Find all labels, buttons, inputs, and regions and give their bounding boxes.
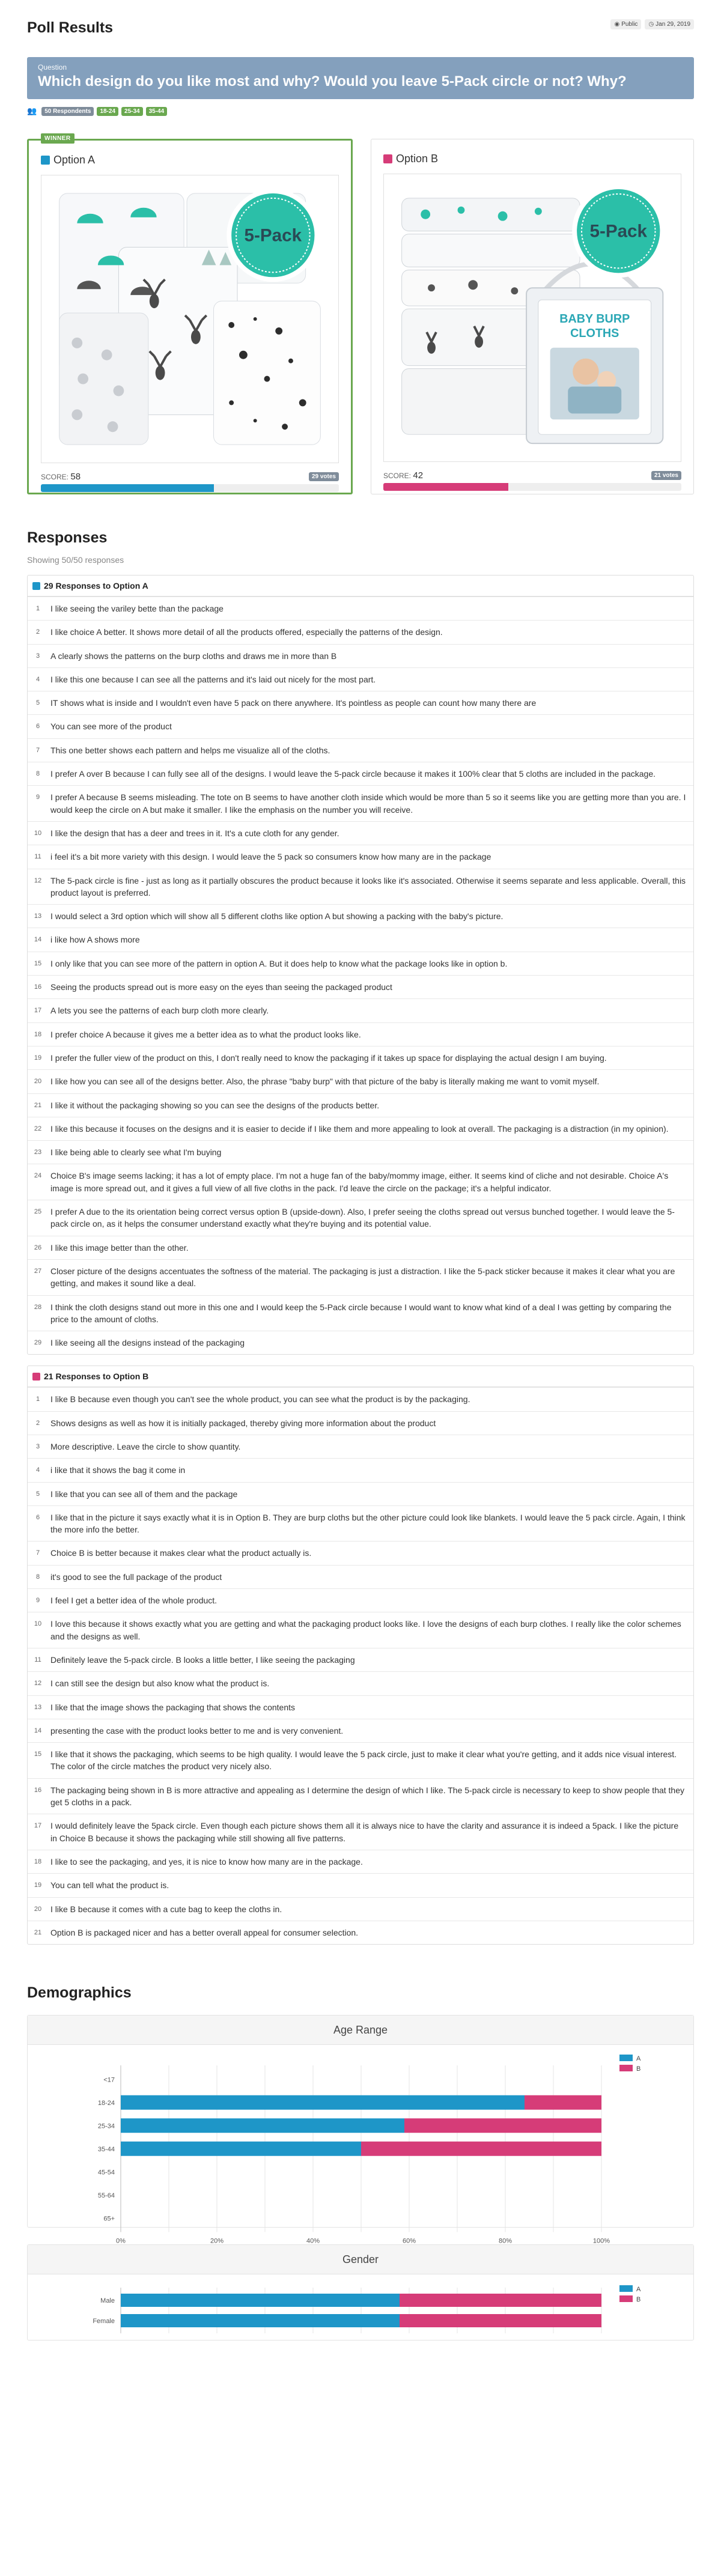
response-number: 22 xyxy=(34,1125,42,1132)
a-response-row xyxy=(28,1022,693,1046)
legend-label: A xyxy=(636,2055,641,2063)
option-a-card xyxy=(27,135,353,494)
age-range-chart-title: Age Range xyxy=(28,2016,693,2045)
x-tick-label: 60% xyxy=(402,2237,416,2245)
b-response-row xyxy=(28,1742,693,1778)
a-response-row xyxy=(28,1200,693,1236)
date-badge xyxy=(645,19,694,29)
response-number: 21 xyxy=(34,1928,42,1936)
a-response-row xyxy=(28,928,693,951)
response-text: presenting the case with the product looks better to me and is very convenient. xyxy=(50,1725,344,1736)
eye-icon: ◉ xyxy=(614,21,620,28)
meta-badges xyxy=(610,19,694,29)
response-number: 11 xyxy=(34,853,41,861)
response-text: I like this image better than the other. xyxy=(50,1242,189,1253)
response-text: I like being able to clearly see what I'm buying xyxy=(50,1147,222,1158)
option-a-votes: 29 votes xyxy=(309,472,339,481)
b-response-row xyxy=(28,1505,693,1542)
response-number: 14 xyxy=(34,936,42,944)
option-a-score xyxy=(41,472,81,482)
response-text: I like B because even though you can't see the whole product, you can see what the product is by the packaging. xyxy=(50,1394,470,1405)
visibility-badge xyxy=(610,19,641,29)
response-number: 20 xyxy=(34,1078,42,1086)
bar-a xyxy=(121,2314,400,2327)
response-text: I like seeing all the designs instead of the packaging xyxy=(50,1338,245,1348)
respondents-badge: 50 Respondents xyxy=(41,107,94,116)
response-number: 12 xyxy=(34,876,42,884)
response-text: Closer picture of the designs accentuates the softness of the material. The packaging is just a distraction. I like the 5-pack sticker because it makes it clear what you are getting, and makes it sound like a deal. xyxy=(50,1266,675,1289)
a-response-row xyxy=(28,597,693,620)
responses-option-a xyxy=(27,575,694,1355)
b-response-row xyxy=(28,1814,693,1850)
response-text: You can tell what the product is. xyxy=(50,1880,169,1891)
score-label: SCORE: xyxy=(383,472,412,480)
option-a-illustration xyxy=(41,175,338,463)
a-response-row xyxy=(28,738,693,762)
option-b-score-bar xyxy=(383,483,681,491)
option-b-swatch xyxy=(383,154,392,163)
response-text: I like that you can see all of them and the package xyxy=(50,1489,238,1499)
response-text: I would select a 3rd option which will show all 5 different cloths like option A but showing a packing with the baby's picture. xyxy=(50,911,503,922)
response-number: 20 xyxy=(34,1905,42,1913)
option-a-score-bar xyxy=(41,484,339,492)
age-range-chart-card xyxy=(27,2015,694,2245)
response-number: 4 xyxy=(35,675,40,683)
gender-chart xyxy=(28,2274,693,2338)
b-response-row xyxy=(28,1897,693,1921)
b-response-row xyxy=(28,1719,693,1742)
category-label: 25-34 xyxy=(97,2122,115,2130)
age-tag: 25-34 xyxy=(121,107,143,116)
response-number: 6 xyxy=(35,723,40,731)
option-b-score-row xyxy=(383,470,681,481)
a-response-row xyxy=(28,785,693,821)
response-number: 10 xyxy=(34,829,42,837)
response-text: I prefer A due to the its orientation being correct versus option B (upside-down). Also, I prefer seeing the cloths spread out versus bunched together. I would leave the 5-pack circle on, as it helps the consumer understand exactly what they're buying and its potential value. xyxy=(50,1207,675,1229)
x-tick-label: 20% xyxy=(210,2237,224,2245)
response-number: 8 xyxy=(35,770,40,778)
response-number: 9 xyxy=(35,794,40,801)
response-number: 23 xyxy=(34,1149,42,1156)
option-a-name: Option A xyxy=(53,154,96,166)
response-text: I love this because it shows exactly what you are getting and what the packaging product looks like. I love the designs of each burp clothes. I really like the color schemes and the designs as well. xyxy=(50,1619,681,1641)
bar-a xyxy=(121,2142,361,2156)
category-label: <17 xyxy=(103,2076,115,2084)
bar-a xyxy=(121,2118,404,2133)
a-response-row xyxy=(28,1046,693,1069)
option-a-score-row xyxy=(41,472,339,482)
legend-label: B xyxy=(636,2296,641,2304)
score-value: 42 xyxy=(413,470,424,481)
response-text: Shows designs as well as how it is initially packaged, thereby giving more information about the product xyxy=(50,1418,436,1428)
response-text: I like that the image shows the packaging that shows the contents xyxy=(50,1702,296,1712)
category-label: 35-44 xyxy=(97,2145,115,2153)
b-response-row xyxy=(28,1541,693,1564)
response-number: 4 xyxy=(35,1466,40,1474)
a-response-row xyxy=(28,1236,693,1259)
response-text: I prefer the fuller view of the product on this, I don't really need to know the packaging if it takes up space for displaying the actual design I am buying. xyxy=(50,1053,607,1063)
option-a-swatch xyxy=(32,582,40,590)
bar-a xyxy=(121,2095,525,2110)
a-response-row xyxy=(28,1117,693,1140)
responses-count: Showing 50/50 responses xyxy=(27,555,124,565)
response-number: 3 xyxy=(35,652,40,660)
b-response-row xyxy=(28,1850,693,1873)
response-text: I can still see the design but also know what the product is. xyxy=(50,1678,270,1689)
winner-tag: WINNER xyxy=(41,133,75,144)
a-response-row xyxy=(28,1140,693,1164)
a-response-row xyxy=(28,644,693,667)
option-a-score-fill xyxy=(41,484,214,492)
response-number: 5 xyxy=(35,699,40,707)
option-b-card xyxy=(371,139,694,494)
age-range-chart xyxy=(28,2045,693,2245)
option-b-score xyxy=(383,470,423,481)
b-response-row xyxy=(28,1873,693,1897)
response-text: Choice B's image seems lacking; it has a lot of empty place. I'm not a huge fan of the baby/mommy image, either. It seems kind of cliche and not desirable. Choice A's image is more spread out, and it gives a full view of all five cloths in the pack. I'd leave the circle on the package; it's a helpful indicator. xyxy=(50,1171,669,1193)
response-text: The packaging being shown in B is more attractive and appealing as I determine the design of which I like. The 5-pack circle is necessary to keep to show people that they get 5 cloths in a pack. xyxy=(50,1785,685,1808)
response-number: 16 xyxy=(34,983,42,991)
stats-row xyxy=(27,106,694,116)
category-label: 18-24 xyxy=(97,2099,115,2107)
legend-swatch-b xyxy=(619,2295,633,2302)
response-text: A lets you see the patterns of each burp cloth more clearly. xyxy=(50,1006,269,1016)
response-text: I like the design that has a deer and trees in it. It's a cute cloth for any gender. xyxy=(50,828,339,838)
options xyxy=(27,135,694,494)
response-number: 7 xyxy=(35,746,40,754)
response-number: 15 xyxy=(34,959,42,967)
responses-option-a-header xyxy=(28,576,693,597)
response-number: 14 xyxy=(34,1727,42,1734)
responses-option-a-label: 29 Responses to Option A xyxy=(44,581,148,591)
score-value: 58 xyxy=(70,472,81,482)
question-box xyxy=(27,57,694,99)
bar-b xyxy=(400,2294,601,2307)
response-number: 6 xyxy=(35,1513,40,1521)
legend-swatch-b xyxy=(619,2065,633,2071)
response-number: 26 xyxy=(34,1244,42,1251)
response-text: I like B because it comes with a cute bag to keep the cloths in. xyxy=(50,1904,282,1914)
category-label: Male xyxy=(100,2297,115,2305)
response-text: The 5-pack circle is fine - just as long as it partially obscures the product because it looks like it's associated. Otherwise it seems separate and less applicable. Overall, this product layout is preferred. xyxy=(50,875,686,898)
responses-title: Responses xyxy=(27,529,108,546)
response-text: I feel I get a better idea of the whole product. xyxy=(50,1596,218,1606)
response-number: 16 xyxy=(34,1786,42,1794)
response-text: I like that it shows the packaging, which seems to be high quality. I would leave the 5 pack circle, just to make it clear what you're getting, and it adds nice visual interest. The color of the circle matches the product very nicely also. xyxy=(50,1749,677,1772)
response-number: 2 xyxy=(35,628,40,636)
b-response-row xyxy=(28,1565,693,1588)
response-text: i feel it's a bit more variety with this design. I would leave the 5 pack so consumers know how many are in the package xyxy=(50,852,491,862)
response-number: 27 xyxy=(34,1267,42,1275)
response-number: 10 xyxy=(34,1620,42,1628)
x-tick-label: 40% xyxy=(306,2237,320,2245)
option-b-illustration xyxy=(384,174,681,461)
gender-chart-body xyxy=(28,2274,693,2340)
response-text: More descriptive. Leave the circle to show quantity. xyxy=(50,1441,241,1451)
b-response-row xyxy=(28,1648,693,1671)
option-a-header xyxy=(41,154,339,166)
response-text: I like to see the packaging, and yes, it is nice to know how many are in the package. xyxy=(50,1856,363,1867)
b-response-row xyxy=(28,1458,693,1481)
option-b-pack-badge: 5-Pack xyxy=(589,221,648,242)
category-label: 55-64 xyxy=(97,2192,115,2199)
bar-b xyxy=(404,2118,601,2133)
a-response-row xyxy=(28,1069,693,1093)
a-response-row xyxy=(28,998,693,1022)
response-number: 12 xyxy=(34,1680,42,1687)
a-response-row xyxy=(28,1259,693,1295)
b-response-row xyxy=(28,1387,693,1411)
responses-option-b xyxy=(27,1365,694,1945)
response-text: Option B is packaged nicer and has a better overall appeal for consumer selection. xyxy=(50,1927,359,1937)
bar-a xyxy=(121,2294,400,2307)
a-response-row xyxy=(28,667,693,691)
response-number: 17 xyxy=(34,1007,42,1015)
response-number: 1 xyxy=(35,1396,40,1403)
category-label: 65+ xyxy=(103,2215,115,2223)
response-text: I like choice A better. It shows more detail of all the products offered, especially the patterns of the design. xyxy=(50,627,443,637)
response-number: 5 xyxy=(35,1490,40,1498)
response-text: I prefer A because B seems misleading. The tote on B seems to have another cloth inside which would be more than 5 so it seems like you are getting more than you are. I would keep the circle on A but make it smaller. I like the emphasis on the number you will receive. xyxy=(50,792,686,815)
a-response-row xyxy=(28,904,693,928)
package-text-2: CLOTHS xyxy=(570,326,619,340)
package-text-1: BABY BURP xyxy=(559,312,630,326)
bar-b xyxy=(400,2314,601,2327)
gender-chart-card xyxy=(27,2244,694,2341)
response-number: 3 xyxy=(35,1442,40,1450)
b-response-row xyxy=(28,1921,693,1944)
b-response-row xyxy=(28,1695,693,1719)
a-response-row xyxy=(28,620,693,643)
response-text: I only like that you can see more of the pattern in option A. But it does help to know what the package looks like in option b. xyxy=(50,958,508,968)
response-number: 9 xyxy=(35,1597,40,1605)
response-number: 18 xyxy=(34,1030,42,1038)
b-response-row xyxy=(28,1588,693,1612)
response-number: 1 xyxy=(35,605,40,612)
x-tick-label: 0% xyxy=(116,2237,126,2245)
response-text: I like seeing the variley bette than the package xyxy=(50,604,224,613)
option-b-name: Option B xyxy=(396,153,439,165)
response-text: I think the cloth designs stand out more in this one and I would keep the 5-Pack circle because I would want to know what kind of a deal I was getting by comparing the price to the amount of cloths. xyxy=(50,1302,672,1324)
b-response-row xyxy=(28,1482,693,1505)
question-label: Question xyxy=(38,63,67,71)
visibility-text: Public xyxy=(621,21,638,28)
response-text: IT shows what is inside and I wouldn't even have 5 pack on there anywhere. It's pointless as people can count how many there are xyxy=(50,698,537,708)
demographics-title: Demographics xyxy=(27,1984,132,2002)
response-number: 19 xyxy=(34,1054,42,1062)
a-response-row xyxy=(28,714,693,738)
category-label: 45-54 xyxy=(97,2169,115,2177)
users-icon: 👥 xyxy=(27,106,37,115)
score-label: SCORE: xyxy=(41,473,69,481)
response-text: it's good to see the full package of the product xyxy=(50,1572,222,1582)
response-number: 21 xyxy=(34,1101,42,1109)
option-a-swatch xyxy=(41,156,50,165)
response-text: i like that it shows the bag it come in xyxy=(50,1465,186,1475)
response-number: 8 xyxy=(35,1573,40,1581)
response-text: You can see more of the product xyxy=(50,721,172,732)
response-number: 18 xyxy=(34,1858,42,1865)
date-text: Jan 29, 2019 xyxy=(656,21,690,28)
legend-label: B xyxy=(636,2065,641,2073)
legend-label: A xyxy=(636,2286,641,2294)
option-b-image xyxy=(383,174,681,462)
age-tag: 35-44 xyxy=(146,107,168,116)
question-text: Which design do you like most and why? Would you leave 5-Pack circle or not? Why? xyxy=(38,73,627,90)
b-response-row xyxy=(28,1411,693,1435)
response-text: i like how A shows more xyxy=(50,935,140,945)
responses-option-b-label: 21 Responses to Option B xyxy=(44,1372,149,1382)
response-number: 7 xyxy=(35,1549,40,1557)
response-text: This one better shows each pattern and helps me visualize all of the cloths. xyxy=(50,745,330,755)
a-response-row xyxy=(28,845,693,868)
age-tag: 18-24 xyxy=(97,107,118,116)
response-text: I prefer choice A because it gives me a better idea as to what the product looks like. xyxy=(50,1029,361,1039)
response-number: 13 xyxy=(34,1703,42,1711)
b-response-row xyxy=(28,1435,693,1458)
response-text: I prefer A over B because I can fully see all of the designs. I would leave the 5-pack circle because it makes it 100% clear that 5 cloths are included in the package. xyxy=(50,769,656,779)
option-b-votes: 21 votes xyxy=(651,471,681,480)
response-text: I like it without the packaging showing so you can see the designs of the products better. xyxy=(50,1100,380,1110)
option-a-pack-badge: 5-Pack xyxy=(244,225,302,246)
bar-b xyxy=(525,2095,601,2110)
a-response-row xyxy=(28,869,693,905)
response-text: I like this because it focuses on the designs and it is easier to decide if I like them and more appealing to look at overall. The packaging is a distraction (in my opinion). xyxy=(50,1123,669,1134)
a-response-row xyxy=(28,691,693,714)
bar-b xyxy=(361,2142,601,2156)
option-b-header xyxy=(383,153,681,165)
response-number: 15 xyxy=(34,1751,42,1758)
age-range-chart-body xyxy=(28,2045,693,2245)
response-text: I would definitely leave the 5pack circle. Even though each picture shows them all it is always nice to have the clarity and assurance it is indeed a 5pack. I like the picture in Choice B because it shows the packaging while still showing all five patterns. xyxy=(50,1821,679,1843)
a-response-row xyxy=(28,1295,693,1331)
b-response-row xyxy=(28,1612,693,1648)
x-tick-label: 80% xyxy=(498,2237,513,2245)
a-response-row xyxy=(28,821,693,845)
response-text: I like that in the picture it says exactly what it is in Option B. They are burp cloths but the other picture could look like blankets. I would leave the 5 pack circle. Again, I think the more info the better. xyxy=(50,1512,686,1535)
gender-chart-title: Gender xyxy=(28,2245,693,2274)
response-number: 13 xyxy=(34,913,42,920)
page-title: Poll Results xyxy=(27,19,114,36)
responses-option-b-header xyxy=(28,1366,693,1387)
legend-swatch-a xyxy=(619,2055,633,2061)
option-b-score-fill xyxy=(383,483,508,491)
legend-swatch-a xyxy=(619,2285,633,2292)
response-text: Definitely leave the 5-pack circle. B looks a little better, I like seeing the packaging xyxy=(50,1654,355,1665)
response-number: 11 xyxy=(34,1656,41,1663)
response-text: I like how you can see all of the designs better. Also, the phrase "baby burp" with that picture of the baby is literally making me want to vomit myself. xyxy=(50,1077,600,1087)
response-text: Seeing the products spread out is more easy on the eyes than seeing the packaged product xyxy=(50,982,392,992)
response-text: I like this one because I can see all the patterns and it's laid out nicely for the most part. xyxy=(50,674,376,684)
response-number: 24 xyxy=(34,1172,42,1180)
a-response-row xyxy=(28,1093,693,1117)
response-number: 29 xyxy=(34,1339,42,1347)
response-number: 19 xyxy=(34,1882,42,1889)
option-b-swatch xyxy=(32,1373,40,1381)
a-response-row xyxy=(28,952,693,975)
response-text: Choice B is better because it makes clear what the product actually is. xyxy=(50,1548,312,1558)
clock-icon: ◷ xyxy=(648,21,654,28)
b-response-row xyxy=(28,1671,693,1695)
response-number: 25 xyxy=(34,1208,42,1216)
header xyxy=(27,0,694,37)
response-text: A clearly shows the patterns on the burp cloths and draws me in more than B xyxy=(50,651,337,661)
response-number: 28 xyxy=(34,1303,42,1311)
a-response-row xyxy=(28,1331,693,1354)
response-number: 2 xyxy=(35,1419,40,1427)
a-response-row xyxy=(28,1164,693,1200)
category-label: Female xyxy=(93,2318,115,2325)
a-response-row xyxy=(28,975,693,998)
option-a-image xyxy=(41,175,339,463)
response-number: 17 xyxy=(34,1822,42,1830)
a-response-row xyxy=(28,762,693,785)
b-response-row xyxy=(28,1778,693,1814)
x-tick-label: 100% xyxy=(592,2237,610,2245)
